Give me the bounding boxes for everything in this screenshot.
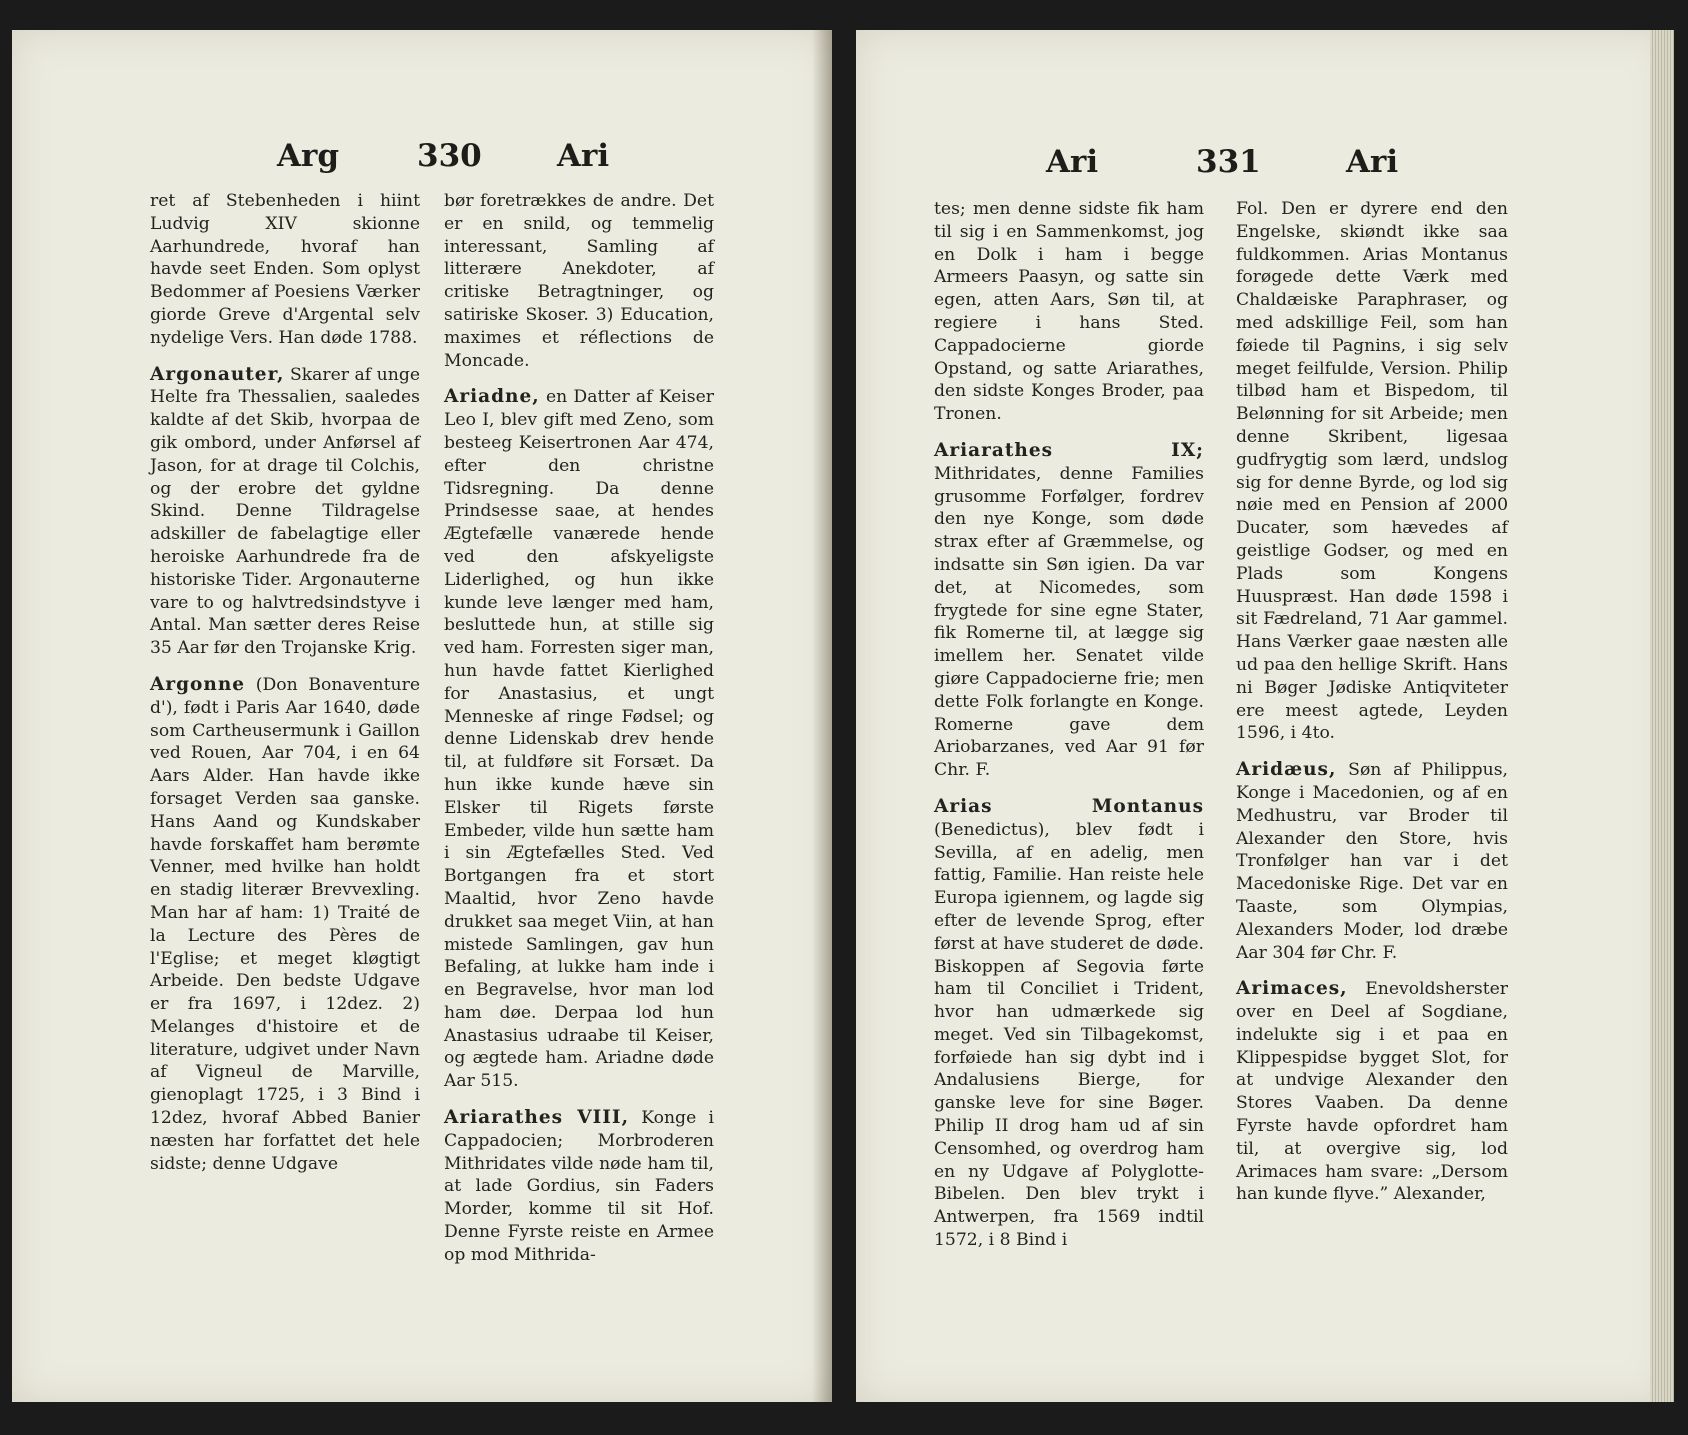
page-edges [1650, 30, 1674, 1402]
left-page-number: 330 [417, 138, 482, 174]
left-header-guideword-right: Ari [557, 138, 610, 174]
entry-aridaeus: Aridæus, Søn af Philippus, Konge i Macedonien, og af en Medhustru, var Broder til Alexander den Store, hvis Tronfølger han var i det Macedoniske Rige. Det var en Taaste, som Olympias, Alexanders Moder, lod dræbe Aar 304 før Chr. F. [1236, 759, 1508, 963]
left-column-1 [150, 190, 420, 1189]
left-header-guideword-left: Arg [277, 138, 340, 174]
right-page [856, 30, 1670, 1402]
entry-ariarathes-ix: Ariarathes IX; Mithridates, denne Families grusomme Forfølger, fordrev den nye Konge, som døde strax efter af Græmmelse, og indsatte sin Søn igien. Da var det, at Nicomedes, som frygtede for sine egne Stater, fik Romerne til, at lægge sig imellem her. Senatet vilde giøre Cappadocierne frie; men dette Folk forlangte en Konge. Romerne gave dem Ariobarzanes, ved Aar 91 før Chr. F. [934, 439, 1204, 781]
left-page [12, 30, 832, 1402]
entry-headword: Argonauter, [150, 363, 285, 385]
right-column-2 [1236, 198, 1508, 1220]
entry-headword: Ariarathes IX; [934, 439, 1204, 461]
entry-headword: Arimaces, [1236, 978, 1348, 1000]
entry-ariarathes-viii: Ariarathes VIII, Konge i Cappadocien; Morbroderen Mithridates vilde nøde ham til, at lade Gordius, sin Faders Morder, komme til sit Hof. Denne Fyrste reiste en Armee op mod Mithrida- [444, 1107, 714, 1265]
right-page-number: 331 [1196, 144, 1261, 180]
entry-continuation: ret af Stebenheden i hiint Ludvig XIV skionne Aarhundrede, hvoraf han havde seet Enden. Som oplyst Bedommer af Poesiens Værker giorde Greve d'Argental selv nydelige Vers. Han døde 1788. [150, 191, 420, 348]
entry-continuation: Fol. Den er dyrere end den Engelske, skiøndt ikke saa fuldkommen. Arias Montanus forøgede dette Værk med Chaldæiske Paraphraser, og med adskillige Feil, som han føiede til Pagnins, i sig selv meget feilfulde, Version. Philip tilbød ham et Bispedom, til Belønning for sit Arbeide; men denne Skribent, ligesaa gudfrygtig som lærd, undslog sig for denne Byrde, og lod sig nøie med en Pension af 2000 Ducater, som hævedes af geistlige Godser, og med en Plads som Kongens Huuspræst. Han døde 1598 i sit Fædreland, 71 Aar gammel. Hans Værker gaae næsten alle ud paa den hellige Skrift. Hans ni Bøger Jødiske Antiqviteter ere meest agtede, Leyden 1596, i 4to. [1236, 199, 1508, 744]
entry-continuation: bør foretrækkes de andre. Det er en snild, og temmelig interessant, Samling af litterære Anekdoter, af critiske Betragtninger, og satiriske Skoser. 3) Education, maximes et réflections de Moncade. [444, 191, 714, 371]
book-gutter [812, 30, 832, 1402]
entry-argonne: Argonne (Don Bonaventure d'), født i Paris Aar 1640, døde som Cartheusermunk i Gaillon ved Rouen, Aar 704, i en 64 Aars Alder. Han havde ikke forsaget Verden saa ganske. Hans Aand og Kundskaber havde forskaffet ham berømte Venner, med hvilke han holdt en stadig literær Brevvexling. Man har af ham: 1) Traité de la Lecture des Pères de l'Eglise; et meget kløgtigt Arbeide. Den bedste Udgave er fra 1697, i 12dez. 2) Melanges d'histoire et de literature, udgivet under Navn af Vigneul de Marville, gienoplagt 1725, i 3 Bind i 12dez, hvoraf Abbed Banier næsten har forfattet det hele sidste; denne Udgave [150, 673, 420, 1174]
entry-ariadne: Ariadne, en Datter af Keiser Leo I, blev gift med Zeno, som besteeg Keisertronen Aar 474, efter den christne Tidsregning. Da denne Prindsesse saae, at hendes Ægtefælle vanærede hende ved den afskyeligste Liderlighed, og hun ikke kunde leve længer med ham, besluttede hun, at stille sig ved ham. Forresten siger man, hun havde fattet Kierlighed for Anastasius, et ungt Menneske af ringe Fødsel; og denne Lidenskab drev hende til, at fuldføre sit Forsæt. Da hun ikke kunde hæve sin Elsker til Rigets første Embeder, vilde hun sætte ham i sin Ægtefælles Sted. Ved Bortgangen fra et stort Maaltid, hvor Zeno havde drukket saa meget Viin, at han mistede Samlingen, gav hun Befaling, at lukke ham inde i en Begravelse, hvor man lod ham døe. Derpaa lod hun Anastasius udraabe til Keiser, og ægtede ham. Ariadne døde Aar 515. [444, 386, 714, 1092]
right-header-guideword-left: Ari [1046, 144, 1099, 180]
entry-headword: Ariarathes VIII, [444, 1107, 630, 1129]
entry-argonauter: Argonauter, Skarer af unge Helte fra Thessalien, saaledes kaldte af det Skib, hvorpaa de gik ombord, under Anførsel af Jason, for at drage til Colchis, og der erobre det gyldne Skind. Denne Tildragelse adskiller de fabelagtige eller heroiske Aarhundrede fra de historiske Tider. Argonauterne vare to og halvtredsindstyve i Antal. Man sætter deres Reise 35 Aar før den Trojanske Krig. [150, 363, 420, 659]
entry-headword: Aridæus, [1236, 759, 1337, 781]
entry-continuation: tes; men denne sidste fik ham til sig i en Sammenkomst, jog en Dolk i ham i begge Armeers Paasyn, og satte sin egen, atten Aars, Søn til, at regiere i hans Sted. Cappadocierne giorde Opstand, og satte Ariarathes, den sidste Konges Broder, paa Tronen. [934, 199, 1204, 425]
entry-arimaces: Arimaces, Enevoldsherster over en Deel af Sogdiane, indelukte sig i et paa en Klippespidse bygget Slot, for at undvige Alexander den Stores Vaaben. Da denne Fyrste havde opfordret ham til, at overgive sig, lod Arimaces ham svare: „Dersom han kunde flyve.” Alexander, [1236, 978, 1508, 1205]
left-column-2 [444, 190, 714, 1281]
right-header-guideword-right: Ari [1346, 144, 1399, 180]
entry-headword: Ariadne, [444, 386, 540, 408]
entry-headword: Argonne [150, 673, 246, 695]
right-column-1 [934, 198, 1204, 1266]
entry-headword: Arias Montanus [934, 795, 1204, 817]
entry-arias-montanus: Arias Montanus (Benedictus), blev født i Sevilla, af en adelig, men fattig, Familie. Han reiste hele Europa igiennem, og lagde sig efter de levende Sprog, efter først at have studeret de døde. Biskoppen af Segovia førte ham til Conciliet i Trident, hvor han udmærkede sig meget. Ved sin Tilbagekomst, forføiede han sig dybt ind i Andalusiens Bierge, for ganske leve for sine Bøger. Philip II drog ham ud af sin Censomhed, og overdrog ham en ny Udgave af Polyglotte-Bibelen. Den blev trykt i Antwerpen, fra 1569 indtil 1572, i 8 Bind i [934, 795, 1204, 1251]
